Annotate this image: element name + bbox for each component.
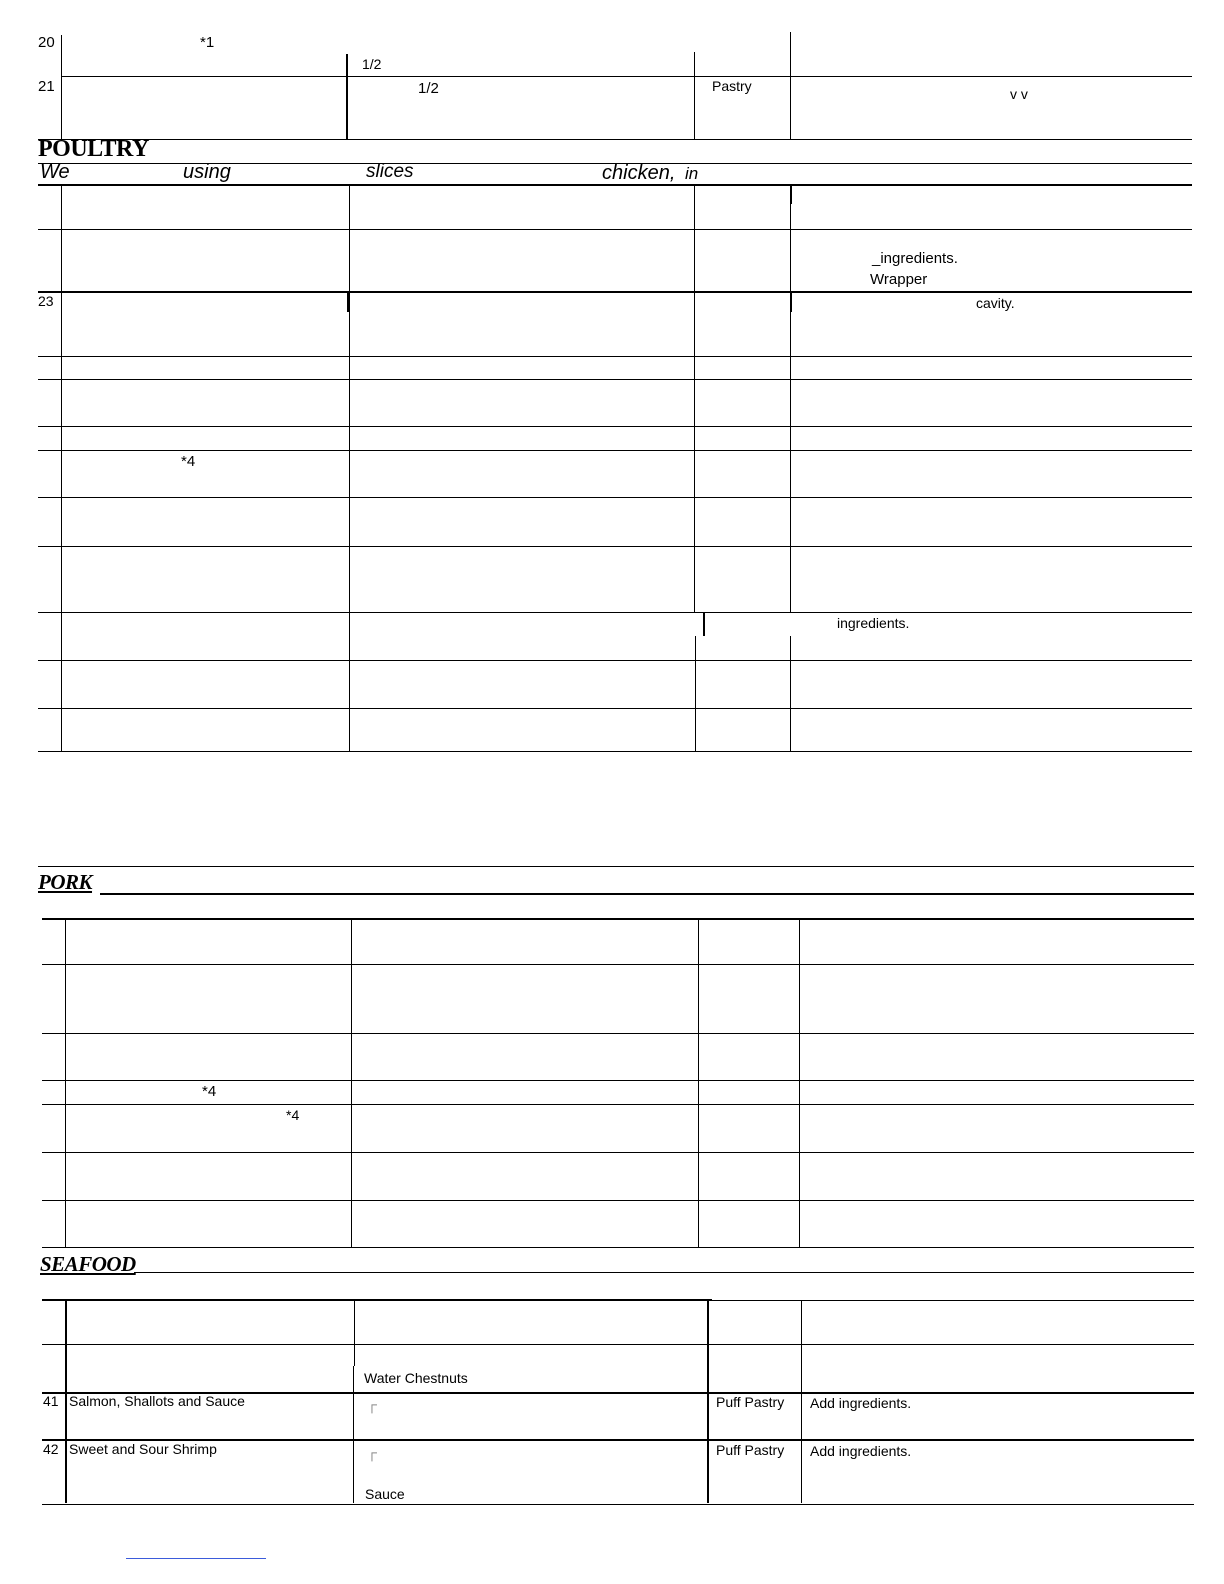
column-divider xyxy=(346,54,348,140)
intro-word: slices xyxy=(366,161,414,182)
row-divider xyxy=(38,660,1192,661)
filling-cell: Water Chestnuts xyxy=(364,1370,468,1386)
row-divider xyxy=(42,1104,1194,1105)
row-divider xyxy=(38,139,1192,140)
row-number: 42 xyxy=(43,1441,59,1457)
instruction-cell: cavity. xyxy=(976,295,1015,311)
row-divider xyxy=(38,379,1192,380)
row-divider xyxy=(42,1152,1194,1153)
row-number: 23 xyxy=(38,293,54,309)
section-title: POULTRY xyxy=(38,136,149,162)
row-divider xyxy=(42,1247,1194,1248)
row-divider xyxy=(38,546,1192,547)
row-number: 41 xyxy=(43,1393,59,1409)
row-divider xyxy=(38,229,1192,230)
faint-mark: ┌ xyxy=(367,1444,377,1460)
recipe-name: Salmon, Shallots and Sauce xyxy=(69,1393,245,1409)
row-divider xyxy=(42,1080,1194,1081)
column-divider xyxy=(354,1301,355,1366)
portion-value: 1/2 xyxy=(362,56,382,72)
column-divider xyxy=(61,186,62,752)
column-divider xyxy=(347,292,349,312)
row-divider xyxy=(38,426,1192,427)
row-divider xyxy=(38,612,1192,613)
column-divider xyxy=(801,1301,802,1503)
instruction-cell: Add ingredients. xyxy=(810,1395,912,1411)
recipe-name: Sweet and Sour Shrimp xyxy=(69,1441,217,1457)
row-number: 20 xyxy=(38,34,55,51)
faint-mark: ┌ xyxy=(367,1396,377,1412)
column-divider xyxy=(65,920,66,1247)
section-rule xyxy=(38,184,1192,186)
row-divider xyxy=(42,964,1194,965)
column-divider xyxy=(351,920,352,1247)
column-divider xyxy=(799,920,800,1247)
intro-word: using xyxy=(183,161,231,183)
column-divider xyxy=(695,636,696,752)
row-divider xyxy=(42,1033,1194,1034)
column-divider xyxy=(694,52,695,140)
column-divider xyxy=(703,612,705,636)
row-divider xyxy=(38,497,1192,498)
intro-word: We xyxy=(40,161,70,183)
row-divider xyxy=(61,76,1192,77)
instruction-cell: v v xyxy=(1010,86,1028,102)
section-rule xyxy=(42,918,1194,920)
row-divider xyxy=(38,450,1192,451)
instruction-cell: Wrapper xyxy=(870,271,928,288)
column-divider xyxy=(790,186,792,204)
section-rule xyxy=(100,893,1194,895)
row-divider xyxy=(38,356,1192,357)
instruction-cell: Add ingredients. xyxy=(810,1443,912,1459)
column-divider xyxy=(790,186,791,612)
column-divider xyxy=(65,1301,67,1503)
column-divider xyxy=(790,292,792,312)
wrapper-cell: Puff Pastry xyxy=(716,1394,785,1410)
instruction-cell: _ingredients. xyxy=(872,250,958,267)
row-divider xyxy=(38,751,1192,752)
column-divider xyxy=(349,186,350,752)
footnote-marker: *4 xyxy=(286,1107,300,1123)
section-rule xyxy=(42,1299,712,1301)
row-divider xyxy=(42,1504,1194,1505)
intro-word: in xyxy=(685,164,699,183)
column-divider xyxy=(698,920,699,1247)
footnote-marker: *4 xyxy=(202,1083,217,1100)
column-divider xyxy=(353,1366,354,1503)
row-divider xyxy=(38,291,1192,293)
wrapper-cell: Pastry xyxy=(712,78,752,94)
section-rule xyxy=(712,1300,1194,1301)
row-divider xyxy=(38,708,1192,709)
column-divider xyxy=(790,636,791,752)
footnote-marker: *4 xyxy=(181,453,196,470)
footnote-marker: *1 xyxy=(200,34,215,51)
wrapper-cell: Puff Pastry xyxy=(716,1442,785,1458)
section-rule xyxy=(134,1272,1194,1273)
column-divider xyxy=(790,32,791,140)
row-divider xyxy=(42,1344,1194,1345)
column-divider xyxy=(707,1301,709,1503)
section-title: PORK xyxy=(38,870,93,894)
row-divider xyxy=(38,866,1194,867)
column-divider xyxy=(694,186,695,612)
row-number: 21 xyxy=(38,78,55,95)
hyperlink-underline[interactable] xyxy=(126,1558,266,1559)
filling-cell: Sauce xyxy=(365,1486,405,1502)
portion-value: 1/2 xyxy=(418,80,439,97)
instruction-cell: ingredients. xyxy=(837,615,910,631)
section-title: SEAFOOD xyxy=(40,1252,136,1276)
row-divider xyxy=(42,1200,1194,1201)
intro-word: chicken, xyxy=(602,162,676,184)
column-divider xyxy=(61,35,62,140)
